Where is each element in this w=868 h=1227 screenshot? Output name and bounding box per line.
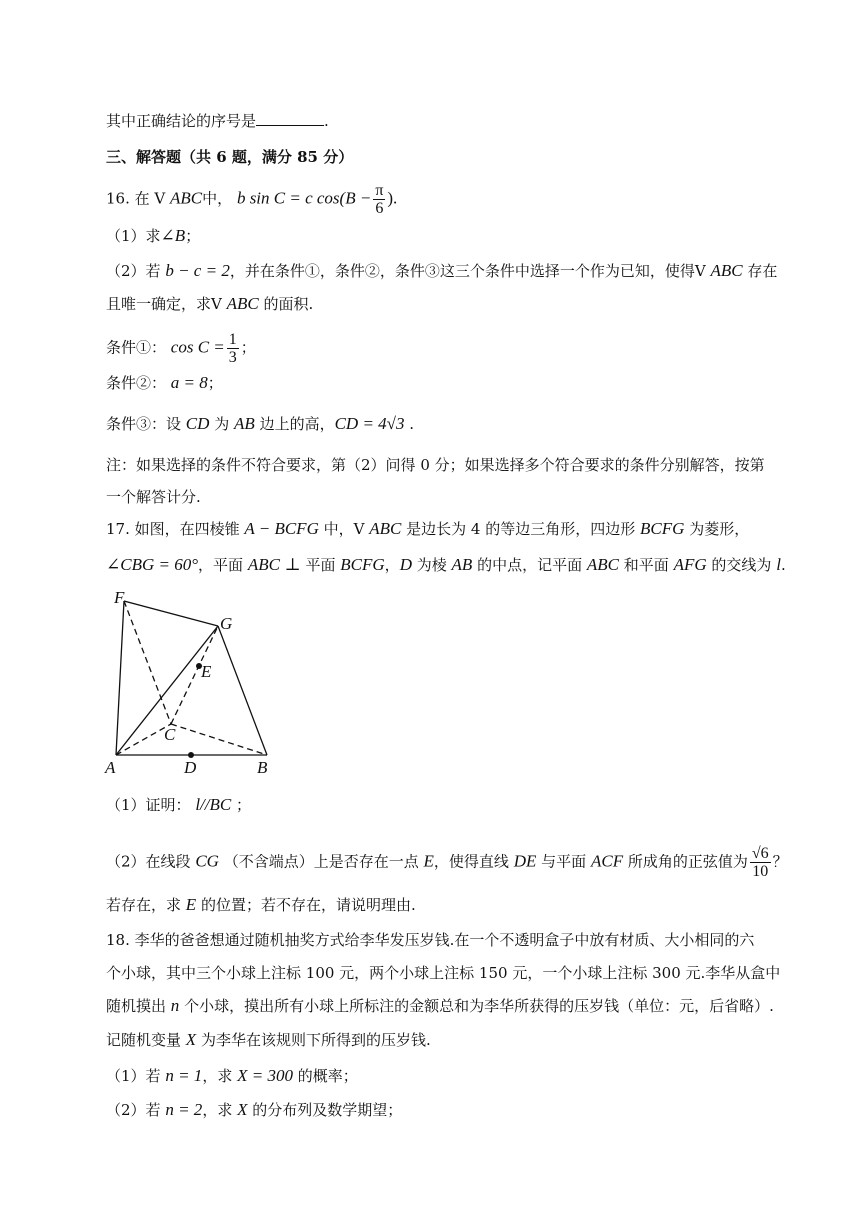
question-mark: ？ — [772, 852, 788, 871]
angle-b: ∠B — [160, 226, 186, 245]
edge-af — [116, 601, 124, 755]
condition-expr: a = 8 — [170, 373, 208, 392]
segment-cg: CG — [195, 851, 219, 871]
edge-fc — [124, 601, 171, 724]
edge-fg — [124, 601, 218, 626]
condition-expr: CD = 4√3 — [334, 414, 405, 433]
pyramid-figure — [100, 585, 290, 780]
edge-ac — [116, 724, 171, 755]
q18-text: 记随机变量 — [106, 1031, 182, 1049]
q17-text: ， — [384, 556, 400, 574]
part2-text: （2）若 — [106, 1101, 161, 1119]
part2-text: （2）若 — [106, 262, 161, 280]
part1-expr: X = 300 — [237, 1066, 293, 1085]
q17-text: 和平面 — [623, 556, 669, 574]
label-a: A — [105, 758, 116, 777]
triangle-name: ABC — [226, 294, 259, 313]
formula-end: ). — [387, 188, 398, 208]
q17-text: . — [780, 556, 786, 574]
q17-part2 — [106, 845, 788, 880]
section-title: 三、解答题（共 6 题，满分 85 分） — [106, 148, 354, 166]
part2-text: （2）在线段 — [106, 852, 191, 871]
conclusion-end: . — [324, 112, 329, 130]
part1-text: ，求 — [202, 1067, 233, 1085]
plane-abc: ABC — [586, 555, 620, 574]
q17-text: 的中点，记平面 — [477, 556, 583, 574]
q17-stem-2 — [106, 555, 786, 575]
q17-text: 为菱形， — [689, 520, 750, 538]
segment-ab: AB — [234, 414, 255, 433]
triangle-symbol: V — [353, 520, 365, 538]
part2-text: 所成角的正弦值为 — [627, 852, 748, 871]
point-d: D — [399, 555, 412, 574]
q17-text: 平面 — [305, 556, 336, 574]
condition-text: 为 — [214, 415, 230, 433]
q17-part1 — [106, 795, 251, 815]
q18-part1 — [106, 1066, 358, 1086]
condition-end: . — [409, 415, 415, 433]
q17-text: 是边长为 4 的等边三角形，四边形 — [406, 520, 636, 538]
q18-text: 个小球，摸出所有小球上所标注的金额总和为李华所获得的压岁钱（单位：元，后省略）. — [184, 997, 774, 1015]
q16-stem — [106, 182, 397, 217]
triangle-symbol: V — [694, 262, 706, 280]
part2-expr: n = 2 — [165, 1100, 203, 1119]
triangle-name: ABC — [369, 519, 402, 538]
q16-part2 — [106, 261, 777, 281]
plane-afg: AFG — [673, 555, 707, 574]
q16-part1 — [106, 226, 200, 246]
triangle-symbol: V — [154, 189, 166, 208]
one-third — [227, 331, 239, 366]
var-n: n — [170, 996, 180, 1015]
q18-line-4 — [106, 1030, 431, 1050]
frac-num: 1 — [228, 331, 237, 348]
condition-label: 条件①： — [106, 338, 167, 357]
frac-num: √6 — [751, 845, 769, 862]
label-e: E — [201, 662, 212, 681]
conclusion-line — [106, 111, 329, 131]
perp-symbol: ⊥ — [284, 555, 301, 574]
note-line-2: 一个解答计分. — [106, 488, 201, 506]
label-b: B — [257, 758, 268, 777]
triangle-name: ABC — [170, 188, 203, 208]
label-g: G — [220, 614, 233, 633]
q17-text: ，平面 — [198, 556, 244, 574]
label-d: D — [184, 758, 197, 777]
conclusion-text: 其中正确结论的序号是 — [106, 112, 257, 130]
pyramid-name: A − BCFG — [244, 519, 319, 538]
part2-text: 的面积. — [263, 295, 314, 313]
condition-end: ； — [207, 374, 223, 392]
q17-text: 为棱 — [416, 556, 447, 574]
triangle-name: ABC — [710, 261, 743, 280]
part2-text: 与平面 — [541, 852, 587, 871]
point-e: E — [423, 851, 434, 871]
frac-num: π — [375, 182, 384, 199]
edge-cb — [171, 724, 267, 755]
answer-blank — [256, 111, 324, 126]
q18-line-1: 18. 李华的爸爸想通过随机抽奖方式给李华发压岁钱.在一个不透明盒子中放有材质、大小相同的六 — [106, 931, 755, 949]
q17-text: 的交线为 — [711, 556, 772, 574]
q18-text: 随机摸出 — [106, 997, 167, 1015]
var-x: X — [185, 1030, 197, 1049]
condition-3 — [106, 414, 414, 434]
condition-2 — [106, 373, 223, 393]
var-x: X — [237, 1100, 248, 1119]
q17-text: 17. 如图，在四棱锥 — [106, 520, 240, 538]
label-f: F — [114, 588, 125, 607]
pi-over-6 — [373, 182, 385, 217]
part2-text: ，并在条件①，条件②，条件③这三个条件中选择一个作为已知，使得 — [229, 262, 695, 280]
part2-text: 的分布列及数学期望； — [252, 1101, 403, 1119]
part2-text: 的位置；若不存在，请说明理由. — [200, 896, 416, 914]
part2-condition: b − c = 2 — [165, 261, 230, 280]
line-l: l — [776, 555, 781, 574]
q16-formula: b sin C = c cos(B − — [236, 188, 372, 208]
part1-end: ； — [236, 796, 252, 814]
line-de: DE — [513, 851, 537, 871]
q16-text: 中， — [202, 189, 233, 208]
triangle-symbol: V — [211, 295, 222, 313]
part2-text: 若存在，求 — [106, 896, 182, 914]
q16-num: 16. 在 — [106, 189, 150, 208]
plane-abc: ABC — [247, 555, 280, 574]
plane-acf: ACF — [590, 851, 624, 871]
q18-text: 为李华在该规则下所得到的压岁钱. — [200, 1031, 431, 1049]
condition-end: ； — [240, 338, 256, 357]
part1-text: （1）证明： — [106, 796, 191, 814]
part1-expr: l//BC — [195, 795, 232, 814]
condition-label: 条件③：设 — [106, 415, 182, 433]
q17-stem — [106, 519, 749, 539]
part2-text: （不含端点）上是否存在一点 — [223, 852, 419, 871]
part2-text: ，使得直线 — [433, 852, 509, 871]
segment-cd: CD — [185, 414, 210, 433]
part1-expr: n = 1 — [165, 1066, 203, 1085]
q17-part2-cont — [106, 895, 416, 915]
part2-text: 存在 — [747, 262, 778, 280]
frac-den: 3 — [228, 349, 237, 366]
q18-part2 — [106, 1100, 402, 1120]
condition-expr: cos C = — [170, 337, 225, 357]
part1-text: （1）若 — [106, 1067, 161, 1085]
rhombus-name: BCFG — [640, 519, 685, 538]
part2-text: ，求 — [202, 1101, 233, 1119]
edge-gb — [218, 626, 267, 755]
frac-den: 6 — [375, 200, 384, 217]
q16-part2-cont — [106, 294, 313, 314]
q17-text: 中， — [323, 520, 354, 538]
condition-1 — [106, 331, 256, 366]
condition-label: 条件②： — [106, 374, 167, 392]
condition-text: 边上的高， — [259, 415, 335, 433]
part1-text: （1）求 — [106, 227, 161, 245]
note-line-1: 注：如果选择的条件不符合要求，第（2）问得 0 分；如果选择多个符合要求的条件分别解答，按第 — [106, 456, 765, 474]
part1-end: ； — [185, 227, 201, 245]
angle-cbg: ∠CBG = 60° — [106, 555, 199, 574]
frac-den: 10 — [752, 863, 769, 880]
point-e: E — [185, 895, 197, 914]
q18-line-2: 个小球，其中三个小球上注标 100 元，两个小球上注标 150 元，一个小球上注标 300 元.李华从盒中 — [106, 964, 781, 982]
part2-text: 且唯一确定，求 — [106, 295, 212, 313]
part1-text: 的概率； — [297, 1067, 358, 1085]
label-c: C — [164, 725, 176, 744]
plane-bcfg: BCFG — [340, 555, 385, 574]
sqrt6-over-10 — [750, 845, 771, 880]
q18-line-3 — [106, 996, 774, 1016]
segment-ab: AB — [451, 555, 473, 574]
